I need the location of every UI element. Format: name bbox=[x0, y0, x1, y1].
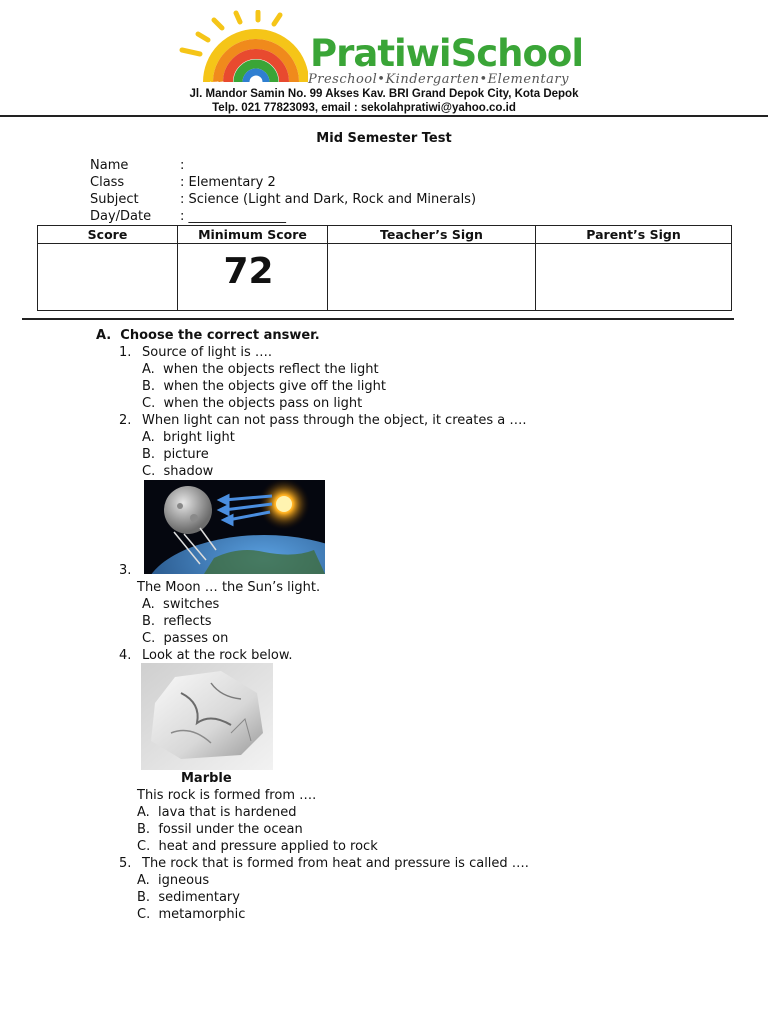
school-brand-name bbox=[310, 32, 583, 75]
question-number: 5. bbox=[119, 856, 132, 871]
answer-option: C. passes on bbox=[142, 631, 229, 646]
header-divider bbox=[0, 115, 768, 117]
question-number: 2. bbox=[119, 413, 132, 428]
student-info bbox=[90, 157, 476, 225]
answer-option: A. when the objects reflect the light bbox=[142, 362, 379, 377]
info-value: : bbox=[180, 158, 185, 173]
info-value: : _______________ bbox=[180, 209, 287, 224]
space-illustration-icon bbox=[144, 480, 325, 574]
answer-option: A. lava that is hardened bbox=[137, 805, 297, 820]
teacher-sign-header: Teacher’s Sign bbox=[328, 226, 536, 244]
parent-sign-cell bbox=[536, 244, 732, 311]
info-label: Name bbox=[90, 158, 129, 173]
section-heading: A. Choose the correct answer. bbox=[96, 328, 320, 343]
page-title: Mid Semester Test bbox=[316, 131, 452, 146]
answer-option: C. metamorphic bbox=[137, 907, 246, 922]
answer-option: C. shadow bbox=[142, 464, 214, 479]
parent-sign-header: Parent’s Sign bbox=[536, 226, 732, 244]
brand-part-1: Pratiwi bbox=[310, 32, 451, 75]
answer-option: B. when the objects give off the light bbox=[142, 379, 386, 394]
info-value: : Science (Light and Dark, Rock and Minerals) bbox=[180, 192, 477, 207]
minimum-score-header: Minimum Score bbox=[178, 226, 328, 244]
question-text: Source of light is …. bbox=[142, 345, 273, 360]
answer-option: B. picture bbox=[142, 447, 209, 462]
info-row-subject bbox=[90, 191, 476, 208]
school-contact: Telp. 021 77823093, email : sekolahpratiwi@yahoo.co.id bbox=[212, 102, 516, 114]
minimum-score-cell bbox=[178, 244, 328, 311]
question-number: 1. bbox=[119, 345, 132, 360]
info-label: Day/Date bbox=[90, 209, 152, 224]
question-text: When light can not pass through the object, it creates a …. bbox=[142, 413, 527, 428]
info-row-name bbox=[90, 157, 476, 174]
rainbow-sun-logo-icon bbox=[178, 10, 308, 88]
score-cell bbox=[38, 244, 178, 311]
section-divider bbox=[22, 318, 734, 320]
answer-option: C. when the objects pass on light bbox=[142, 396, 363, 411]
question-text: Look at the rock below. bbox=[142, 648, 293, 663]
marble-rock-icon bbox=[141, 663, 273, 770]
brand-part-2: School bbox=[450, 32, 584, 75]
info-label: Class bbox=[90, 175, 125, 190]
info-value: : Elementary 2 bbox=[180, 175, 276, 190]
image-caption: Marble bbox=[181, 771, 232, 786]
answer-option: B. fossil under the ocean bbox=[137, 822, 303, 837]
answer-option: A. switches bbox=[142, 597, 220, 612]
teacher-sign-cell bbox=[328, 244, 536, 311]
question-number: 4. bbox=[119, 648, 132, 663]
minimum-score-value: 72 bbox=[223, 250, 274, 292]
marble-rock-image bbox=[141, 663, 273, 770]
question-text: The rock that is formed from heat and pressure is called …. bbox=[142, 856, 529, 871]
score-header: Score bbox=[38, 226, 178, 244]
answer-option: A. bright light bbox=[142, 430, 235, 445]
info-row-date bbox=[90, 208, 476, 225]
score-table bbox=[37, 225, 732, 311]
info-label: Subject bbox=[90, 192, 139, 207]
answer-option: A. igneous bbox=[137, 873, 210, 888]
answer-option: B. reflects bbox=[142, 614, 212, 629]
logo-letters: ypp bbox=[210, 79, 225, 88]
answer-option: C. heat and pressure applied to rock bbox=[137, 839, 378, 854]
school-header bbox=[0, 0, 768, 118]
info-row-class bbox=[90, 174, 476, 191]
question-text-2: This rock is formed from …. bbox=[137, 788, 317, 803]
school-address: Jl. Mandor Samin No. 99 Akses Kav. BRI Grand Depok City, Kota Depok bbox=[189, 88, 579, 100]
moon-sun-earth-image bbox=[144, 480, 325, 574]
school-tagline: Preschool•Kindergarten•Elementary bbox=[308, 72, 569, 87]
question-number: 3. bbox=[119, 563, 132, 578]
question-text: The Moon … the Sun’s light. bbox=[137, 580, 321, 595]
answer-option: B. sedimentary bbox=[137, 890, 240, 905]
